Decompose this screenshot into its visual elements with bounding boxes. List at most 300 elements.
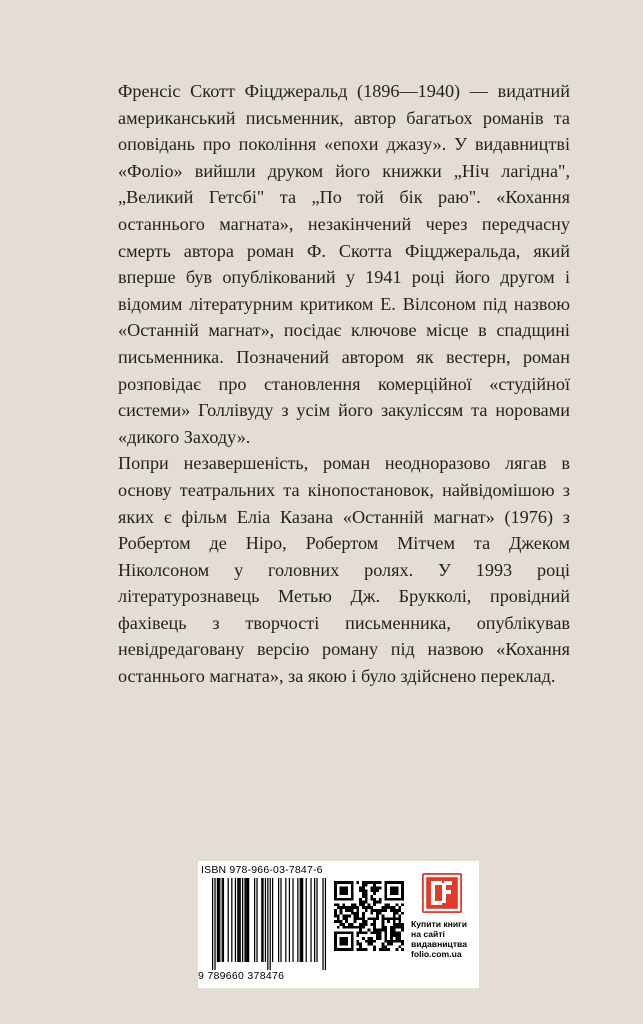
qr-module bbox=[359, 926, 362, 929]
qr-module bbox=[384, 929, 387, 932]
qr-module bbox=[359, 931, 362, 934]
qr-module bbox=[348, 898, 351, 901]
barcode-bar bbox=[302, 878, 303, 962]
qr-module bbox=[334, 931, 337, 934]
qr-module bbox=[365, 901, 368, 904]
barcode-bar bbox=[248, 878, 249, 962]
qr-module bbox=[345, 889, 348, 892]
qr-module bbox=[376, 912, 379, 915]
blurb-paragraph-1: Френсіс Скотт Фіцджеральд (1896—1940) — видатний американський письменник, автор багатьох романів та оповідань про покоління «епохи джазу». У видавництві «Фоліо» вийшли друком його книжки „Ніч лагідна", „Великий Гетсбі" та „По той бік раю". «Кохання останнього магната», незакінчений через передчасну смерть автора роман Ф. Скотта Фіцджеральда, який вперше був опублікований у 1941 році його другом і відомим літературним критиком Е. Вілсоном під назвою «Останній магнат», посідає ключове місце в спадщині письменника. Позначений автором як вестерн, роман розповідає про становлення комерційної «студійної системи» Голлівуду з усім його закуліссям та норовами «дикого Заходу». bbox=[118, 81, 570, 447]
qr-module bbox=[382, 945, 385, 948]
qr-module bbox=[393, 909, 396, 912]
barcode-bar bbox=[322, 878, 323, 970]
barcode-bar bbox=[300, 878, 301, 962]
qr-module bbox=[351, 943, 354, 946]
folio-caption-line: видавництва bbox=[411, 939, 467, 949]
qr-module bbox=[362, 895, 365, 898]
qr-module bbox=[362, 920, 365, 923]
qr-module bbox=[334, 934, 337, 937]
qr-module bbox=[354, 915, 357, 918]
barcode-bar bbox=[272, 878, 273, 962]
qr-module bbox=[365, 923, 368, 926]
qr-module bbox=[393, 906, 396, 909]
qr-module bbox=[390, 909, 393, 912]
qr-module bbox=[365, 931, 368, 934]
qr-module bbox=[351, 945, 354, 948]
qr-module bbox=[334, 903, 337, 906]
qr-module bbox=[398, 881, 401, 884]
qr-module bbox=[398, 917, 401, 920]
qr-module bbox=[401, 895, 404, 898]
qr-module bbox=[362, 926, 365, 929]
qr-module bbox=[401, 940, 404, 943]
qr-module bbox=[359, 887, 362, 890]
qr-module bbox=[334, 943, 337, 946]
barcode-bar bbox=[292, 878, 293, 962]
qr-module bbox=[345, 948, 348, 951]
qr-module bbox=[401, 926, 404, 929]
qr-module bbox=[359, 945, 362, 948]
qr-module bbox=[354, 906, 357, 909]
qr-module bbox=[384, 895, 387, 898]
qr-module bbox=[340, 931, 343, 934]
qr-module bbox=[348, 923, 351, 926]
qr-module bbox=[340, 909, 343, 912]
qr-module bbox=[348, 931, 351, 934]
qr-module bbox=[345, 931, 348, 934]
qr-module bbox=[393, 934, 396, 937]
qr-module bbox=[351, 948, 354, 951]
qr-module bbox=[362, 881, 365, 884]
qr-module bbox=[370, 906, 373, 909]
qr-module bbox=[334, 884, 337, 887]
qr-module bbox=[384, 884, 387, 887]
qr-module bbox=[387, 917, 390, 920]
qr-module bbox=[334, 889, 337, 892]
qr-module bbox=[340, 912, 343, 915]
qr-module bbox=[393, 923, 396, 926]
qr-module bbox=[390, 881, 393, 884]
qr-module bbox=[334, 895, 337, 898]
qr-module bbox=[398, 920, 401, 923]
barcode-bar bbox=[270, 878, 271, 970]
barcode-bar bbox=[316, 878, 317, 962]
qr-module bbox=[337, 903, 340, 906]
qr-module bbox=[373, 931, 376, 934]
qr-module bbox=[362, 889, 365, 892]
qr-module bbox=[340, 889, 343, 892]
barcode-bar bbox=[237, 878, 238, 962]
qr-module bbox=[382, 909, 385, 912]
barcode-bar bbox=[240, 878, 241, 962]
qr-module bbox=[345, 940, 348, 943]
qr-module bbox=[348, 926, 351, 929]
qr-module bbox=[342, 887, 345, 890]
qr-module bbox=[384, 931, 387, 934]
qr-module bbox=[348, 948, 351, 951]
qr-module bbox=[393, 892, 396, 895]
folio-caption-line[interactable]: folio.com.ua bbox=[411, 949, 462, 959]
qr-module bbox=[373, 898, 376, 901]
qr-module bbox=[387, 898, 390, 901]
qr-module bbox=[340, 940, 343, 943]
qr-module bbox=[365, 898, 368, 901]
qr-module bbox=[384, 892, 387, 895]
qr-module bbox=[393, 931, 396, 934]
qr-module bbox=[370, 889, 373, 892]
qr-module bbox=[373, 940, 376, 943]
qr-module bbox=[373, 945, 376, 948]
qr-module bbox=[362, 912, 365, 915]
qr-module bbox=[384, 887, 387, 890]
qr-module bbox=[393, 912, 396, 915]
qr-module bbox=[376, 887, 379, 890]
qr-module bbox=[365, 881, 368, 884]
blurb-paragraph-2: Попри незавершеність, роман неодноразово лягав в основу театральних та кінопостановок, найвідомішою з яких є фільм Еліа Казана «Останній магнат» (1976) з Робертом де Ніро, Робертом Мітчем та Джеком Ніколсоном у головних ролях. У 1993 році літературознавець Метью Дж. Брукколі, провідний фахівець з творчості письменника, опублікував невідредаговану версію роману під назвою «Кохання останнього магната», за якою і було здійснено переклад. bbox=[118, 453, 570, 687]
qr-module bbox=[345, 887, 348, 890]
qr-module bbox=[351, 906, 354, 909]
qr-module bbox=[382, 926, 385, 929]
qr-module bbox=[345, 909, 348, 912]
qr-module bbox=[370, 887, 373, 890]
barcode-bar bbox=[301, 878, 302, 962]
qr-module bbox=[334, 898, 337, 901]
qr-module bbox=[382, 920, 385, 923]
qr-module bbox=[340, 937, 343, 940]
qr-module bbox=[351, 912, 354, 915]
qr-module bbox=[354, 903, 357, 906]
barcode-bar bbox=[231, 878, 232, 962]
barcode-bar bbox=[262, 878, 263, 962]
qr-module bbox=[384, 937, 387, 940]
qr-module bbox=[345, 915, 348, 918]
isbn-label: ISBN 978-966-03-7847-6 bbox=[201, 864, 323, 876]
qr-module bbox=[351, 934, 354, 937]
qr-module bbox=[340, 898, 343, 901]
qr-module bbox=[359, 903, 362, 906]
qr-module bbox=[387, 881, 390, 884]
qr-module bbox=[387, 943, 390, 946]
qr-module bbox=[379, 937, 382, 940]
qr-module bbox=[379, 901, 382, 904]
qr-module bbox=[345, 892, 348, 895]
qr-module bbox=[370, 923, 373, 926]
barcode-bar bbox=[235, 878, 236, 962]
qr-module bbox=[396, 881, 399, 884]
qr-module bbox=[356, 931, 359, 934]
qr-module bbox=[390, 929, 393, 932]
qr-module bbox=[351, 903, 354, 906]
qr-module bbox=[373, 917, 376, 920]
qr-module bbox=[387, 940, 390, 943]
qr-module bbox=[390, 931, 393, 934]
qr-module bbox=[337, 906, 340, 909]
qr-module bbox=[393, 915, 396, 918]
qr-module bbox=[382, 943, 385, 946]
qr-module bbox=[342, 923, 345, 926]
qr-module bbox=[359, 889, 362, 892]
qr-module bbox=[354, 912, 357, 915]
qr-module bbox=[342, 906, 345, 909]
qr-module bbox=[348, 915, 351, 918]
qr-module bbox=[356, 934, 359, 937]
barcode-bar bbox=[238, 878, 239, 962]
qr-module bbox=[401, 903, 404, 906]
qr-module bbox=[334, 881, 337, 884]
qr-module bbox=[334, 915, 337, 918]
qr-module bbox=[373, 909, 376, 912]
back-cover-blurb bbox=[118, 78, 570, 690]
qr-module bbox=[384, 889, 387, 892]
qr-module bbox=[379, 948, 382, 951]
qr-module bbox=[390, 906, 393, 909]
qr-module bbox=[348, 906, 351, 909]
qr-module bbox=[351, 923, 354, 926]
qr-module bbox=[390, 887, 393, 890]
qr-module bbox=[379, 931, 382, 934]
qr-module bbox=[373, 889, 376, 892]
qr-module bbox=[359, 898, 362, 901]
qr-module bbox=[354, 917, 357, 920]
qr-module bbox=[356, 915, 359, 918]
qr-module bbox=[365, 909, 368, 912]
qr-module bbox=[351, 926, 354, 929]
qr-module bbox=[362, 923, 365, 926]
qr-module bbox=[340, 892, 343, 895]
qr-module bbox=[340, 920, 343, 923]
qr-module bbox=[401, 887, 404, 890]
barcode-bar bbox=[265, 878, 266, 962]
qr-module bbox=[401, 898, 404, 901]
qr-module bbox=[396, 948, 399, 951]
qr-module bbox=[373, 903, 376, 906]
qr-module bbox=[345, 906, 348, 909]
qr-module bbox=[379, 934, 382, 937]
barcode-bar bbox=[261, 878, 262, 962]
qr-module bbox=[368, 940, 371, 943]
qr-module bbox=[334, 912, 337, 915]
folio-caption-line: Купити книги bbox=[411, 919, 468, 929]
qr-module bbox=[393, 926, 396, 929]
qr-module bbox=[362, 917, 365, 920]
qr-module bbox=[384, 948, 387, 951]
qr-module bbox=[384, 926, 387, 929]
ean-digits: 9 789660 378476 bbox=[198, 970, 285, 982]
qr-module bbox=[398, 940, 401, 943]
qr-module bbox=[365, 889, 368, 892]
qr-module bbox=[359, 929, 362, 932]
qr-module bbox=[337, 920, 340, 923]
qr-module bbox=[373, 892, 376, 895]
qr-module bbox=[382, 948, 385, 951]
qr-module bbox=[370, 940, 373, 943]
barcode-panel bbox=[198, 861, 479, 988]
qr-module bbox=[401, 943, 404, 946]
qr-module bbox=[345, 917, 348, 920]
qr-module bbox=[342, 889, 345, 892]
qr-module bbox=[365, 920, 368, 923]
qr-module bbox=[396, 931, 399, 934]
qr-module bbox=[373, 901, 376, 904]
qr-module bbox=[393, 887, 396, 890]
barcode-bar bbox=[306, 878, 307, 962]
qr-module bbox=[387, 906, 390, 909]
qr-module bbox=[370, 917, 373, 920]
qr-module bbox=[365, 906, 368, 909]
qr-module bbox=[334, 945, 337, 948]
qr-module bbox=[354, 926, 357, 929]
qr-module bbox=[370, 931, 373, 934]
barcode-bar bbox=[310, 878, 311, 962]
qr-module bbox=[393, 920, 396, 923]
qr-module bbox=[398, 906, 401, 909]
qr-module bbox=[382, 923, 385, 926]
qr-module bbox=[356, 906, 359, 909]
qr-module bbox=[396, 940, 399, 943]
qr-module bbox=[345, 943, 348, 946]
qr-module bbox=[401, 884, 404, 887]
qr-module bbox=[345, 898, 348, 901]
qr-module bbox=[351, 892, 354, 895]
qr-module bbox=[345, 920, 348, 923]
qr-module bbox=[379, 881, 382, 884]
qr-module bbox=[370, 895, 373, 898]
barcode-bar bbox=[217, 878, 218, 962]
qr-module bbox=[396, 937, 399, 940]
barcode-bar bbox=[212, 878, 213, 970]
qr-module bbox=[362, 906, 365, 909]
qr-module bbox=[396, 917, 399, 920]
qr-module bbox=[351, 931, 354, 934]
qr-module bbox=[365, 892, 368, 895]
barcode-bar bbox=[256, 878, 257, 962]
qr-module bbox=[351, 909, 354, 912]
qr-module bbox=[362, 901, 365, 904]
folio-logo-icon bbox=[422, 873, 462, 913]
qr-module bbox=[334, 892, 337, 895]
barcode-bar bbox=[218, 878, 219, 962]
qr-module bbox=[370, 943, 373, 946]
qr-module bbox=[379, 912, 382, 915]
qr-module bbox=[393, 917, 396, 920]
qr-module bbox=[384, 945, 387, 948]
qr-module bbox=[390, 940, 393, 943]
qr-module bbox=[401, 912, 404, 915]
qr-module bbox=[401, 889, 404, 892]
qr-code-icon[interactable] bbox=[334, 881, 404, 951]
qr-module bbox=[379, 898, 382, 901]
qr-module bbox=[365, 895, 368, 898]
qr-module bbox=[356, 943, 359, 946]
qr-module bbox=[384, 898, 387, 901]
qr-module bbox=[351, 889, 354, 892]
qr-module bbox=[390, 892, 393, 895]
qr-module bbox=[376, 909, 379, 912]
qr-module bbox=[390, 934, 393, 937]
qr-module bbox=[382, 929, 385, 932]
qr-module bbox=[376, 917, 379, 920]
qr-module bbox=[334, 909, 337, 912]
qr-module bbox=[340, 923, 343, 926]
qr-module bbox=[401, 929, 404, 932]
qr-module bbox=[342, 915, 345, 918]
qr-module bbox=[398, 945, 401, 948]
qr-module bbox=[334, 887, 337, 890]
qr-module bbox=[359, 901, 362, 904]
qr-module bbox=[376, 929, 379, 932]
qr-module bbox=[379, 887, 382, 890]
qr-module bbox=[359, 943, 362, 946]
qr-module bbox=[342, 937, 345, 940]
qr-module bbox=[396, 903, 399, 906]
qr-module bbox=[351, 937, 354, 940]
qr-module bbox=[376, 915, 379, 918]
qr-module bbox=[398, 915, 401, 918]
qr-module bbox=[373, 926, 376, 929]
qr-module bbox=[362, 892, 365, 895]
barcode-bar bbox=[222, 878, 223, 962]
qr-module bbox=[396, 909, 399, 912]
qr-module bbox=[340, 906, 343, 909]
qr-module bbox=[337, 931, 340, 934]
qr-module bbox=[398, 934, 401, 937]
qr-module bbox=[351, 887, 354, 890]
qr-module bbox=[334, 920, 337, 923]
qr-module bbox=[337, 917, 340, 920]
qr-module bbox=[345, 926, 348, 929]
qr-module bbox=[382, 915, 385, 918]
qr-module bbox=[351, 895, 354, 898]
qr-module bbox=[373, 887, 376, 890]
qr-module bbox=[382, 917, 385, 920]
barcode-bar bbox=[242, 878, 243, 962]
barcode-bar bbox=[246, 878, 247, 962]
qr-module bbox=[342, 931, 345, 934]
qr-module bbox=[337, 881, 340, 884]
qr-module bbox=[373, 923, 376, 926]
qr-module bbox=[368, 903, 371, 906]
qr-module bbox=[390, 943, 393, 946]
qr-module bbox=[356, 909, 359, 912]
qr-module bbox=[368, 906, 371, 909]
qr-module bbox=[340, 887, 343, 890]
qr-module bbox=[370, 881, 373, 884]
qr-module bbox=[376, 889, 379, 892]
barcode-bar bbox=[289, 878, 290, 962]
qr-module bbox=[356, 948, 359, 951]
qr-module bbox=[342, 892, 345, 895]
qr-module bbox=[390, 937, 393, 940]
qr-module bbox=[342, 940, 345, 943]
qr-module bbox=[342, 926, 345, 929]
qr-module bbox=[368, 943, 371, 946]
qr-module bbox=[342, 881, 345, 884]
qr-module bbox=[340, 943, 343, 946]
qr-module bbox=[340, 881, 343, 884]
qr-module bbox=[359, 923, 362, 926]
qr-module bbox=[384, 934, 387, 937]
qr-module bbox=[373, 881, 376, 884]
qr-module bbox=[342, 903, 345, 906]
qr-module bbox=[396, 923, 399, 926]
qr-module bbox=[393, 898, 396, 901]
qr-module bbox=[370, 912, 373, 915]
qr-module bbox=[390, 889, 393, 892]
qr-module bbox=[401, 881, 404, 884]
qr-module bbox=[337, 915, 340, 918]
qr-module bbox=[382, 906, 385, 909]
qr-module bbox=[398, 931, 401, 934]
